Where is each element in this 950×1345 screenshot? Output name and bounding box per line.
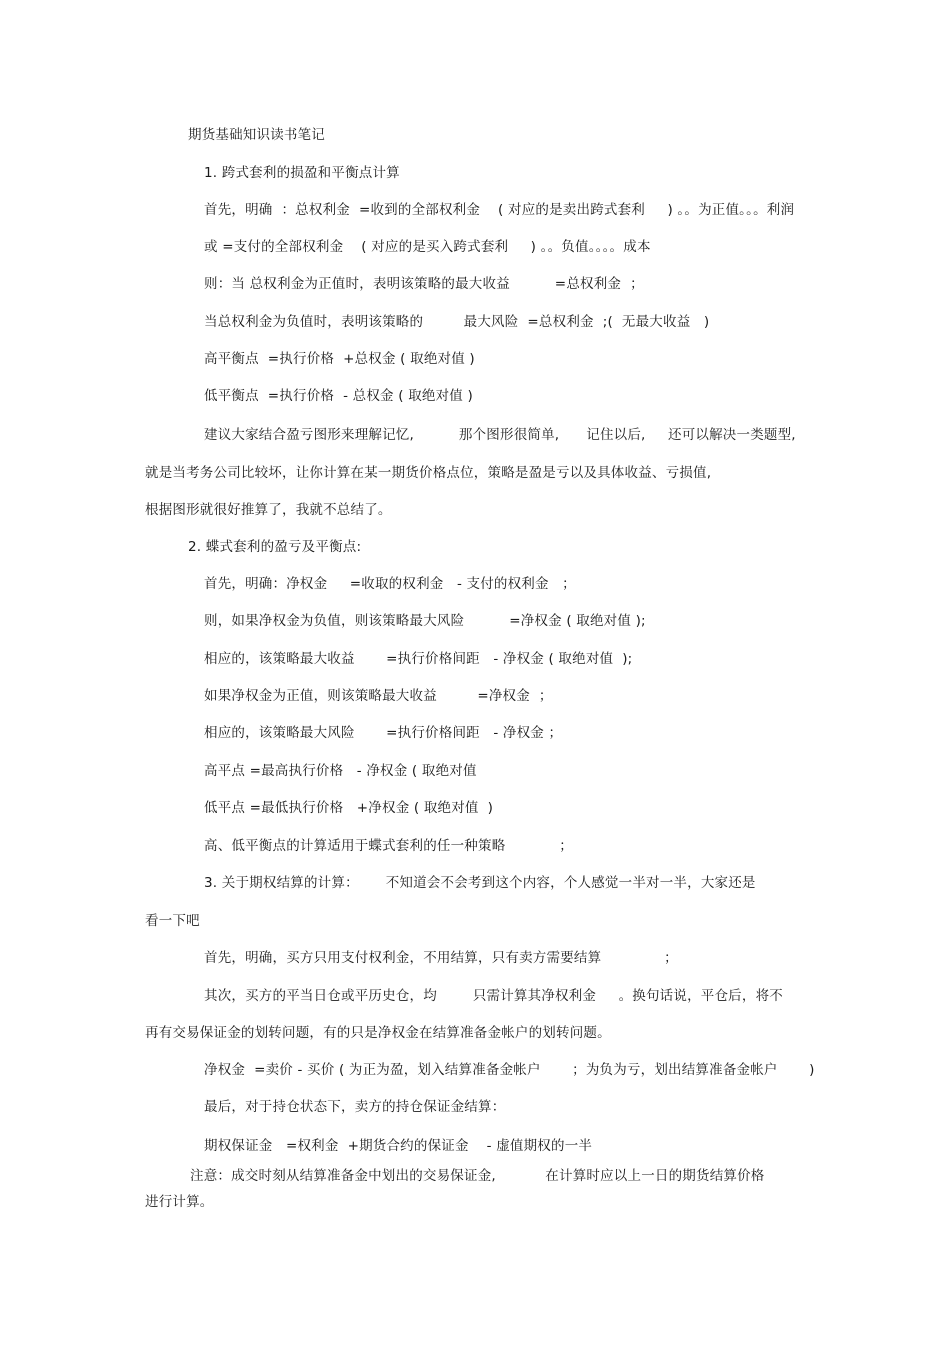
section-heading-straddle: 1. 跨式套利的损盈和平衡点计算 xyxy=(204,165,400,181)
text-line: 首先，明确 ：总权利金 =收到的全部权利金 ( 对应的是卖出跨式套利 ) 。。为正值。。。利润 xyxy=(204,202,795,218)
text-line: 高、低平衡点的计算适用于蝶式套利的任一种策略 ； xyxy=(204,838,573,854)
text-line: 如果净权金为正值，则该策略最大收益 =净权金 ； xyxy=(204,688,553,704)
text-line: 再有交易保证金的划转问题，有的只是净权金在结算准备金帐户的划转问题。 xyxy=(145,1025,611,1041)
text-line: 高平点 =最高执行价格 - 净权金 ( 取绝对值 xyxy=(204,763,477,779)
document-title: 期货基础知识读书笔记 xyxy=(188,127,325,143)
text-line: 或 =支付的全部权利金 ( 对应的是买入跨式套利 ) 。。负值。。。。成本 xyxy=(204,239,651,255)
text-line: 净权金 =卖价 - 买价 ( 为正为盈，划入结算准备金帐户 ；为负为亏，划出结算准备金帐户 ) xyxy=(204,1062,815,1078)
text-line: 期权保证金 =权利金 +期货合约的保证金 - 虚值期权的一半 xyxy=(204,1138,593,1154)
text-line: 首先，明确：净权金 =收取的权利金 - 支付的权利金 ； xyxy=(204,576,576,592)
note-line: 注意：成交时刻从结算准备金中划出的交易保证金, 在计算时应以上一日的期货结算价格 xyxy=(190,1168,765,1184)
text-line: 建议大家结合盈亏图形来理解记忆, 那个图形很简单, 记住以后, 还可以解决一类题型, xyxy=(204,427,796,443)
text-line: 根据图形就很好推算了，我就不总结了。 xyxy=(145,502,392,518)
text-line: 则，如果净权金为负值，则该策略最大风险 =净权金 ( 取绝对值 ); xyxy=(204,613,646,629)
section-heading-butterfly: 2. 蝶式套利的盈亏及平衡点: xyxy=(188,539,362,555)
text-line: 其次，买方的平当日仓或平历史仓，均 只需计算其净权利金 。换句话说，平仓后，将不 xyxy=(204,988,783,1004)
text-line: 低平衡点 =执行价格 - 总权金 ( 取绝对值 ) xyxy=(204,388,473,404)
text-line: 首先，明确，买方只用支付权利金，不用结算，只有卖方需要结算 ； xyxy=(204,950,678,966)
note-line: 进行计算。 xyxy=(145,1194,214,1210)
text-line: 低平点 =最低执行价格 +净权金 ( 取绝对值 ) xyxy=(204,800,494,816)
text-line: 则：当 总权利金为正值时，表明该策略的最大收益 =总权利金 ； xyxy=(204,276,644,292)
text-line: 相应的，该策略最大风险 =执行价格间距 - 净权金 ； xyxy=(204,725,563,741)
text-line: 最后，对于持仓状态下，卖方的持仓保证金结算： xyxy=(204,1099,506,1115)
text-line: 相应的，该策略最大收益 =执行价格间距 - 净权金 ( 取绝对值 ); xyxy=(204,651,633,667)
section-heading-option-settlement: 3. 关于期权结算的计算： 不知道会不会考到这个内容，个人感觉一半对一半，大家还是 xyxy=(204,875,756,891)
text-line: 当总权利金为负值时，表明该策略的 最大风险 =总权利金 ;( 无最大收益 ) xyxy=(204,314,710,330)
text-line: 看一下吧 xyxy=(145,913,200,929)
text-line: 就是当考务公司比较坏，让你计算在某一期货价格点位，策略是盈是亏以及具体收益、亏损值, xyxy=(145,465,712,481)
text-line: 高平衡点 =执行价格 +总权金 ( 取绝对值 ) xyxy=(204,351,475,367)
